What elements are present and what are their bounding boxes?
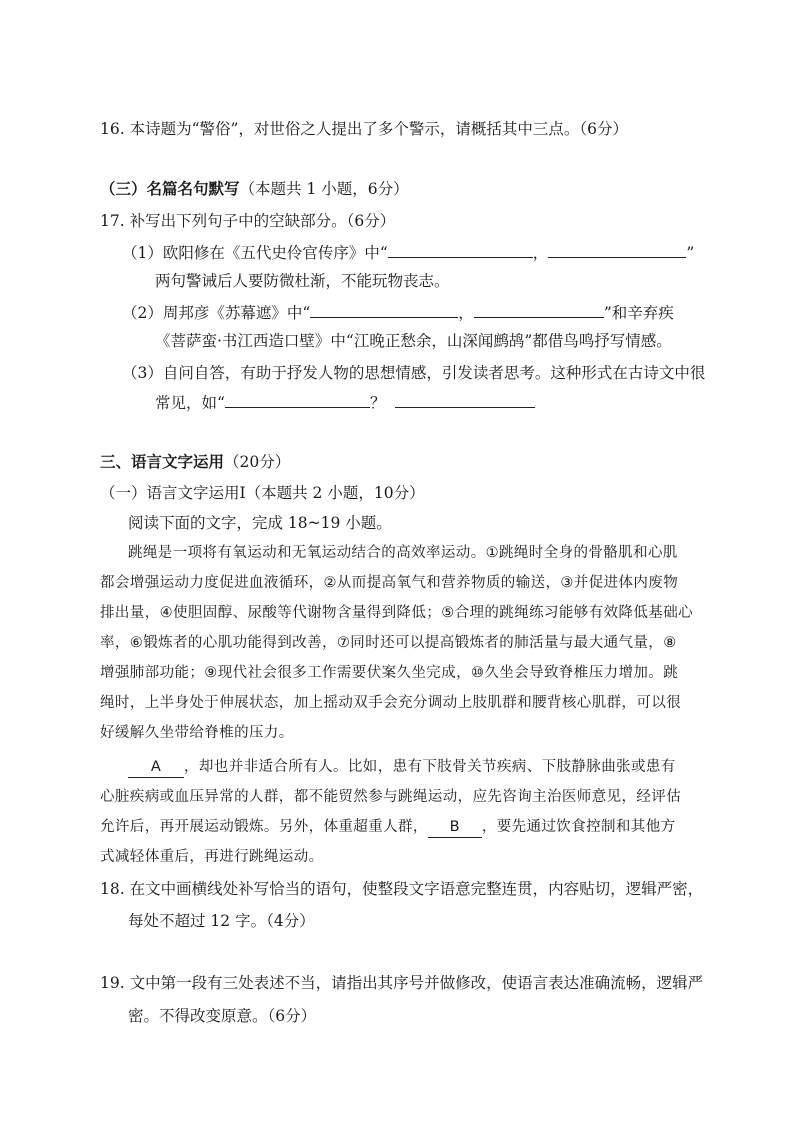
question-16: 16. 本诗题为“警俗”，对世俗之人提出了多个警示，请概括其中三点。（6分） — [100, 120, 629, 138]
section-famous-title: （三）名篇名句默写 — [100, 179, 240, 198]
section-lang1-note: （本题共 2 小题，10分） — [245, 484, 425, 502]
question-19: 19. 文中第一段有三处表述不当，请指出其序号并做修改，使语言表达准确流畅，逻辑严 — [100, 974, 704, 992]
question-18-cont: 每处不超过 12 字。（4分） — [128, 912, 315, 930]
answer-blank[interactable] — [395, 393, 535, 408]
item-3-text: 常见，如“ — [155, 394, 225, 412]
answer-blank[interactable] — [388, 243, 533, 258]
item-2-sep: ， — [458, 304, 474, 322]
section-famous-heading — [100, 179, 409, 199]
passage-line: 排出量，④使胆固醇、尿酸等代谢物含量得到降低；⑤合理的跳绳练习能够有效降低基础心 — [100, 605, 693, 621]
section-lang-title: 三、语言文字运用 — [100, 452, 225, 471]
question-17-item-1-cont: 两句警诫后人要防微杜渐，不能玩物丧志。 — [155, 272, 450, 290]
item-1-text: （1）欧阳修在《五代史伶官传序》中“ — [122, 244, 388, 262]
passage-text: ，却也并非适合所有人。比如，患有下肢骨关节疾病、下肢静脉曲张或患有 — [184, 759, 676, 775]
item-1-end: ” — [686, 244, 695, 262]
passage-line: 增强肺部功能；⑨现代社会很多工作需要伏案久坐完成，⑩久坐会导致脊椎压力增加。跳 — [100, 665, 679, 681]
passage-line: 式减轻体重后，再进行跳绳运动。 — [100, 849, 324, 865]
item-1-sep: ， — [532, 244, 549, 262]
passage-text: ，要先通过饮食控制和其他方 — [481, 819, 676, 835]
passage-line: 率，⑥锻炼者的心肌功能得到改善，⑦同时还可以提高锻炼者的肺活量与最大通气量，⑧ — [100, 635, 677, 651]
question-17-item-3-cont — [155, 393, 535, 413]
passage-text: 允许后，再开展运动锻炼。另外，体重超重人群， — [100, 819, 428, 835]
passage-line: 都会增强运动力度促进血液循环，②从而提高氧气和营养物质的输送，③并促进体内废物 — [100, 575, 679, 591]
blank-a[interactable]: A — [128, 757, 184, 778]
answer-blank[interactable] — [548, 243, 686, 258]
section-lang1-title: （一）语言文字运用Ⅰ — [100, 484, 246, 502]
section-lang1-heading — [100, 483, 425, 503]
blank-b[interactable]: B — [428, 817, 482, 838]
section-famous-note: （本题共 1 小题，6分） — [239, 180, 409, 198]
question-18: 18. 在文中画横线处补写恰当的语句，使整段文字语意完整连贯，内容贴切，逻辑严密， — [100, 880, 704, 898]
passage-line: 跳绳是一项将有氧运动和无氧运动结合的高效率运动。①跳绳时全身的骨骼肌和心肌 — [128, 545, 678, 561]
question-17-item-2-cont: 《菩萨蛮·书江西造口壁》中“江晚正愁余，山深闻鹧鸪”都借鸟鸣抒写情感。 — [155, 332, 672, 350]
question-17-item-1 — [122, 243, 694, 263]
passage-line: 绳时，上半身处于伸展状态，加上摇动双手会充分调动上肢肌群和腰背核心肌群，可以很 — [100, 695, 682, 711]
section-lang-heading — [100, 452, 290, 472]
question-19-cont: 密。不得改变原意。（6分） — [128, 1007, 317, 1025]
answer-blank[interactable] — [310, 303, 458, 318]
passage-line: 心脏疾病或血压异常的人群，都不能贸然参与跳绳运动，应先咨询主治医师意见，经评估 — [100, 789, 682, 805]
question-17-item-2 — [122, 303, 674, 323]
passage-line — [100, 817, 676, 838]
question-17-item-3: （3）自问自答，有助于抒发人物的思想情感，引发读者思考。这种形式在古诗文中很 — [122, 364, 706, 382]
item-2-end: ”和辛弃疾 — [603, 304, 674, 322]
question-17-stem: 17. 补写出下列句子中的空缺部分。（6分） — [100, 212, 396, 230]
passage-line: 好缓解久坐带给脊椎的压力。 — [100, 725, 294, 741]
answer-blank[interactable] — [225, 393, 370, 408]
section-lang-score: （20分） — [224, 453, 291, 471]
passage-line — [128, 757, 676, 778]
reading-instruction: 阅读下面的文字，完成 18~19 小题。 — [128, 514, 392, 532]
answer-blank[interactable] — [474, 303, 604, 318]
item-3-q: ？ — [369, 394, 386, 412]
item-2-text: （2）周邦彦《苏幕遮》中“ — [122, 304, 311, 322]
